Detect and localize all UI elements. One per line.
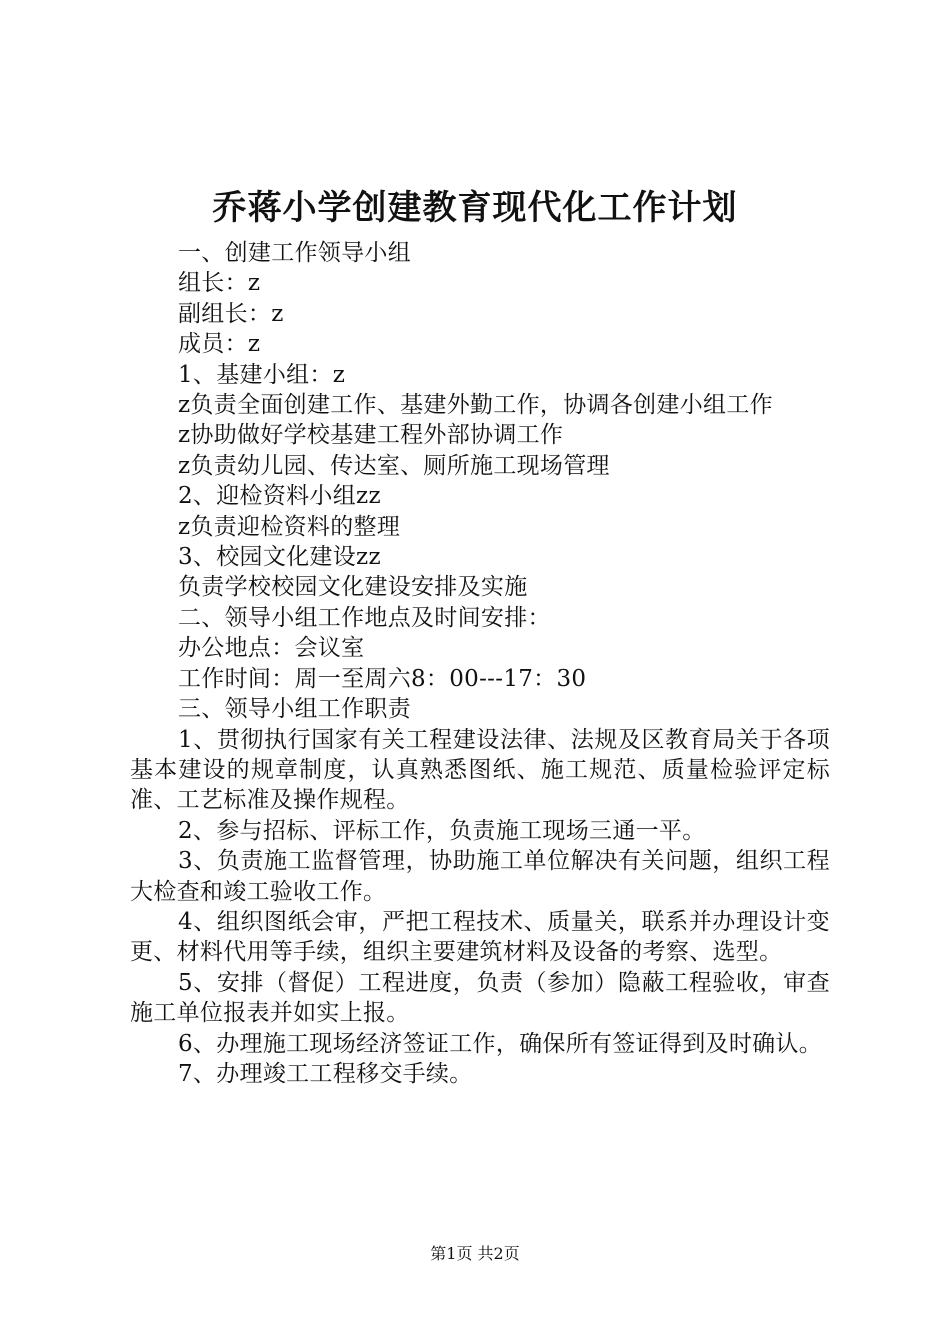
paragraph: 组长：z bbox=[178, 270, 261, 297]
paragraph: 1、贯彻执行国家有关工程建设法律、法规及区教育局关于各项基本建设的规章制度，认真熟悉图纸、施工规范、质量检验评定标准、工艺标准及操作规程。 bbox=[130, 726, 830, 814]
paragraph: 1、基建小组：z bbox=[178, 361, 346, 388]
paragraph: 4、组织图纸会审，严把工程技术、质量关，联系并办理设计变更、材料代用等手续，组织主要建筑材料及设备的考察、选型。 bbox=[130, 908, 830, 966]
paragraph: 二、领导小组工作地点及时间安排： bbox=[178, 604, 551, 631]
paragraph: z负责全面创建工作、基建外勤工作，协调各创建小组工作 bbox=[178, 392, 773, 419]
paragraph: 负责学校校园文化建设安排及实施 bbox=[178, 574, 528, 601]
paragraph: 一、创建工作领导小组 bbox=[178, 240, 411, 266]
page-footer: 第1页 共2页 bbox=[430, 1244, 520, 1263]
paragraph: 3、负责施工监督管理，协助施工单位解决有关问题，组织工程大检查和竣工验收工作。 bbox=[130, 848, 830, 905]
paragraph: 2、参与招标、评标工作，负责施工现场三通一平。 bbox=[178, 817, 706, 844]
paragraph: 3、校园文化建设zz bbox=[178, 544, 381, 571]
paragraph: 6、办理施工现场经济签证工作，确保所有签证得到及时确认。 bbox=[178, 1030, 823, 1057]
paragraph: z协助做好学校基建工程外部协调工作 bbox=[178, 422, 564, 449]
document-title: 乔蒋小学创建教育现代化工作计划 bbox=[212, 188, 738, 228]
paragraph: 2、迎检资料小组zz bbox=[178, 483, 381, 510]
document-body bbox=[130, 238, 830, 1089]
paragraph: 副组长：z bbox=[178, 300, 284, 327]
paragraph: 5、安排（督促）工程进度，负责（参加）隐蔽工程验收，审查施工单位报表并如实上报。 bbox=[130, 969, 830, 1027]
paragraph: 工作时间：周一至周六8：00---17：30 bbox=[178, 665, 587, 692]
paragraph: z负责幼儿园、传达室、厕所施工现场管理 bbox=[178, 452, 610, 479]
paragraph: z负责迎检资料的整理 bbox=[178, 513, 401, 540]
paragraph: 成员：z bbox=[178, 331, 261, 358]
paragraph: 三、领导小组工作职责 bbox=[178, 696, 411, 723]
paragraph: 7、办理竣工工程移交手续。 bbox=[178, 1060, 473, 1087]
paragraph: 办公地点：会议室 bbox=[178, 635, 365, 662]
